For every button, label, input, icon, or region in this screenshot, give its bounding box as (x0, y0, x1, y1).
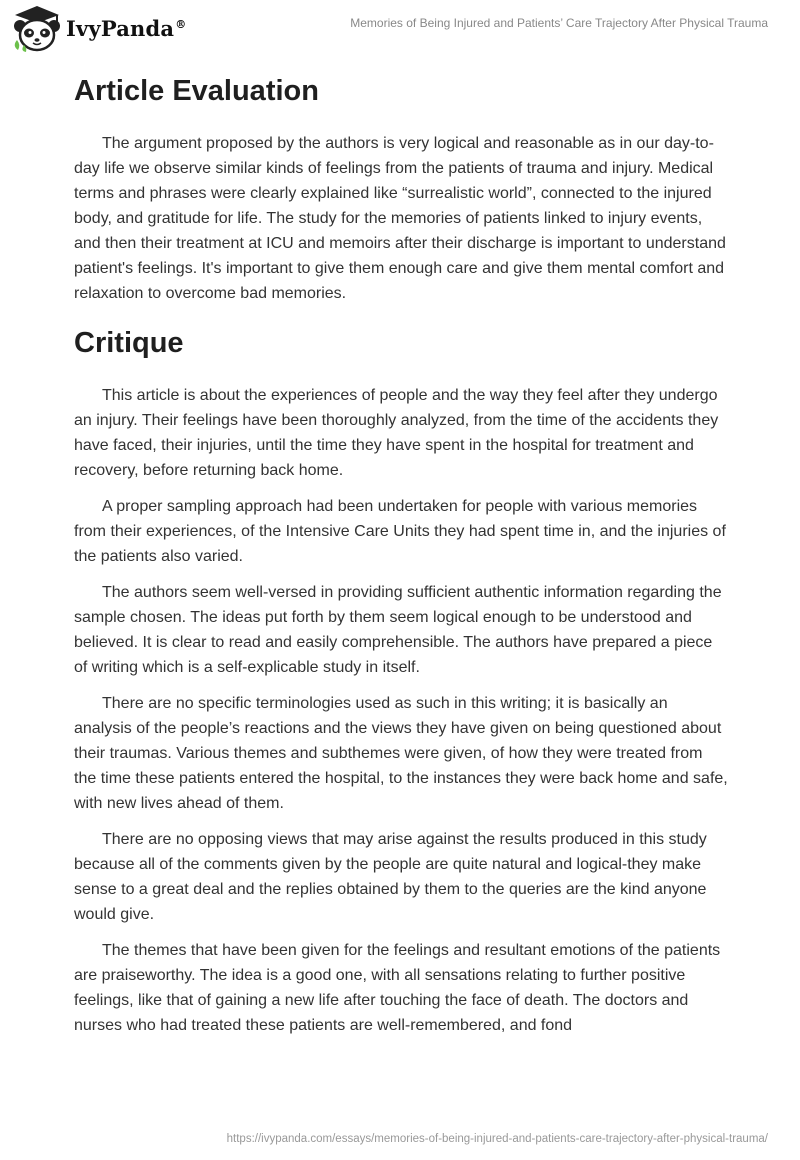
paragraph: The themes that have been given for the feelings and resultant emotions of the patients are praiseworthy. The idea is a good one, with all sensations relating to further positive feelings, like that of gaining a new life after touching the face of death. The doctors and nurses who had treated these patients are well-remembered, and fond (74, 942, 721, 1034)
paragraph: There are no specific terminologies used as such in this writing; it is basically an analysis of the people’s reactions and the views they have given on being questioned about their traumas. Various themes and subthemes were given, of how they were treated from the time these patients entered the hospital, to the instances they were back home and safe, with new lives ahead of them. (74, 695, 728, 812)
paragraph: The argument proposed by the authors is very logical and reasonable as in our day-to-day life we observe similar kinds of feelings from the patients of trauma and injury. Medical terms and phrases were clearly explained like “surrealistic world”, connected to the injured body, and gratitude for life. The study for the memories of patients linked to injury events, and then their treatment at ICU and memoirs after their discharge is important to understand patient's feelings. It's important to give them enough care and give them mental comfort and relaxation to overcome bad memories. (74, 135, 726, 302)
registered-mark: ® (175, 17, 187, 31)
article-body (74, 72, 728, 1038)
ivypanda-logo[interactable] (12, 4, 186, 52)
paragraph: There are no opposing views that may arise against the results produced in this study because all of the comments given by the people are quite natural and logical-they make sense to a great deal and the replies obtained by them to the queries are the kind anyone would give. (74, 831, 707, 923)
brand-name: IvyPanda® (66, 15, 187, 41)
running-title: Memories of Being Injured and Patients’ Care Trajectory After Physical Trauma (350, 16, 768, 30)
paragraph: The authors seem well-versed in providing sufficient authentic information regarding the sample chosen. The ideas put forth by them seem logical enough to be understood and believed. It is clear to read and easily comprehensible. The authors have prepared a piece of writing which is a self-explicable study in itself. (74, 584, 722, 676)
paragraph: A proper sampling approach had been undertaken for people with various memories from their experiences, of the Intensive Care Units they had spent time in, and the injuries of the patients also varied. (74, 498, 726, 565)
paragraph: This article is about the experiences of people and the way they feel after they undergo an injury. Their feelings have been thoroughly analyzed, from the time of the accidents they have faced, their injuries, until the time they have spent in the hospital for treatment and recovery, before returning back home. (74, 387, 719, 479)
section-heading-article-evaluation: Article Evaluation (74, 75, 319, 107)
panda-graduate-icon (12, 4, 62, 52)
section-heading-critique: Critique (74, 327, 184, 359)
page-header (0, 0, 800, 60)
source-url[interactable]: https://ivypanda.com/essays/memories-of-being-injured-and-patients-care-trajectory-after-physical-trauma/ (226, 1133, 768, 1145)
